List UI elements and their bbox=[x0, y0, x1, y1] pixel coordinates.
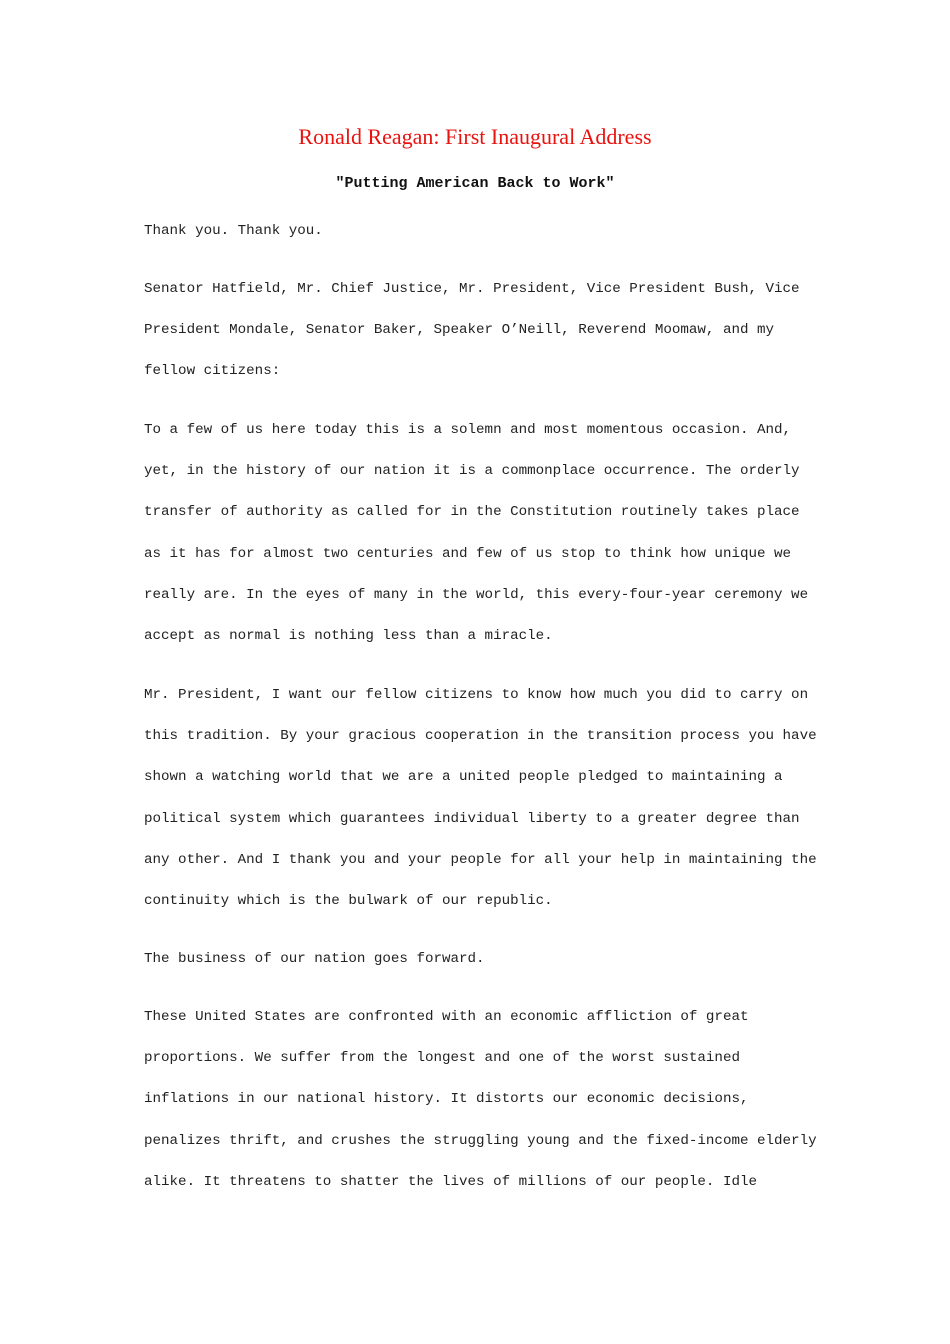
paragraph-line: accept as normal is nothing less than a miracle. bbox=[144, 627, 553, 644]
paragraph-line: To a few of us here today this is a solemn and most momentous occasion. And, bbox=[144, 422, 792, 438]
paragraph-line: really are. In the eyes of many in the world, this every-four-year ceremony we bbox=[144, 586, 809, 603]
paragraph-4 bbox=[144, 675, 816, 922]
paragraph-2 bbox=[144, 269, 816, 393]
paragraph-5 bbox=[144, 939, 816, 980]
paragraph-line: shown a watching world that we are a united people pledged to maintaining a bbox=[144, 769, 783, 786]
paragraph-line: These United States are confronted with an economic affliction of great bbox=[144, 1009, 749, 1025]
paragraph-line: inflations in our national history. It distorts our economic decisions, bbox=[144, 1091, 749, 1108]
paragraph-line: Thank you. Thank you. bbox=[144, 223, 323, 239]
paragraph-line: political system which guarantees individual liberty to a greater degree than bbox=[144, 810, 800, 827]
paragraph-line: Senator Hatfield, Mr. Chief Justice, Mr. President, Vice President Bush, Vice bbox=[144, 281, 800, 297]
paragraph-line: transfer of authority as called for in the Constitution routinely takes place bbox=[144, 504, 800, 521]
paragraph-line: Mr. President, I want our fellow citizens to know how much you did to carry on bbox=[144, 687, 809, 703]
paragraph-line: yet, in the history of our nation it is a commonplace occurrence. The orderly bbox=[144, 463, 800, 480]
paragraph-line: The business of our nation goes forward. bbox=[144, 951, 485, 967]
document-subtitle: "Putting American Back to Work" bbox=[335, 175, 615, 192]
paragraph-line: continuity which is the bulwark of our republic. bbox=[144, 892, 553, 909]
paragraph-line: as it has for almost two centuries and few of us stop to think how unique we bbox=[144, 545, 792, 562]
paragraph-line: President Mondale, Senator Baker, Speaker O’Neill, Reverend Moomaw, and my bbox=[144, 322, 775, 339]
paragraph-1 bbox=[144, 211, 816, 252]
paragraph-3 bbox=[144, 410, 816, 657]
paragraph-line: fellow citizens: bbox=[144, 363, 281, 380]
paragraph-line: alike. It threatens to shatter the lives of millions of our people. Idle bbox=[144, 1173, 757, 1190]
paragraph-line: penalizes thrift, and crushes the struggling young and the fixed-income elderly bbox=[144, 1132, 817, 1149]
paragraph-line: this tradition. By your gracious cooperation in the transition process you have bbox=[144, 728, 817, 745]
paragraph-line: proportions. We suffer from the longest and one of the worst sustained bbox=[144, 1050, 740, 1067]
document-title: Ronald Reagan: First Inaugural Address bbox=[298, 124, 652, 149]
paragraph-6 bbox=[144, 997, 816, 1203]
paragraph-line: any other. And I thank you and your people for all your help in maintaining the bbox=[144, 851, 817, 868]
